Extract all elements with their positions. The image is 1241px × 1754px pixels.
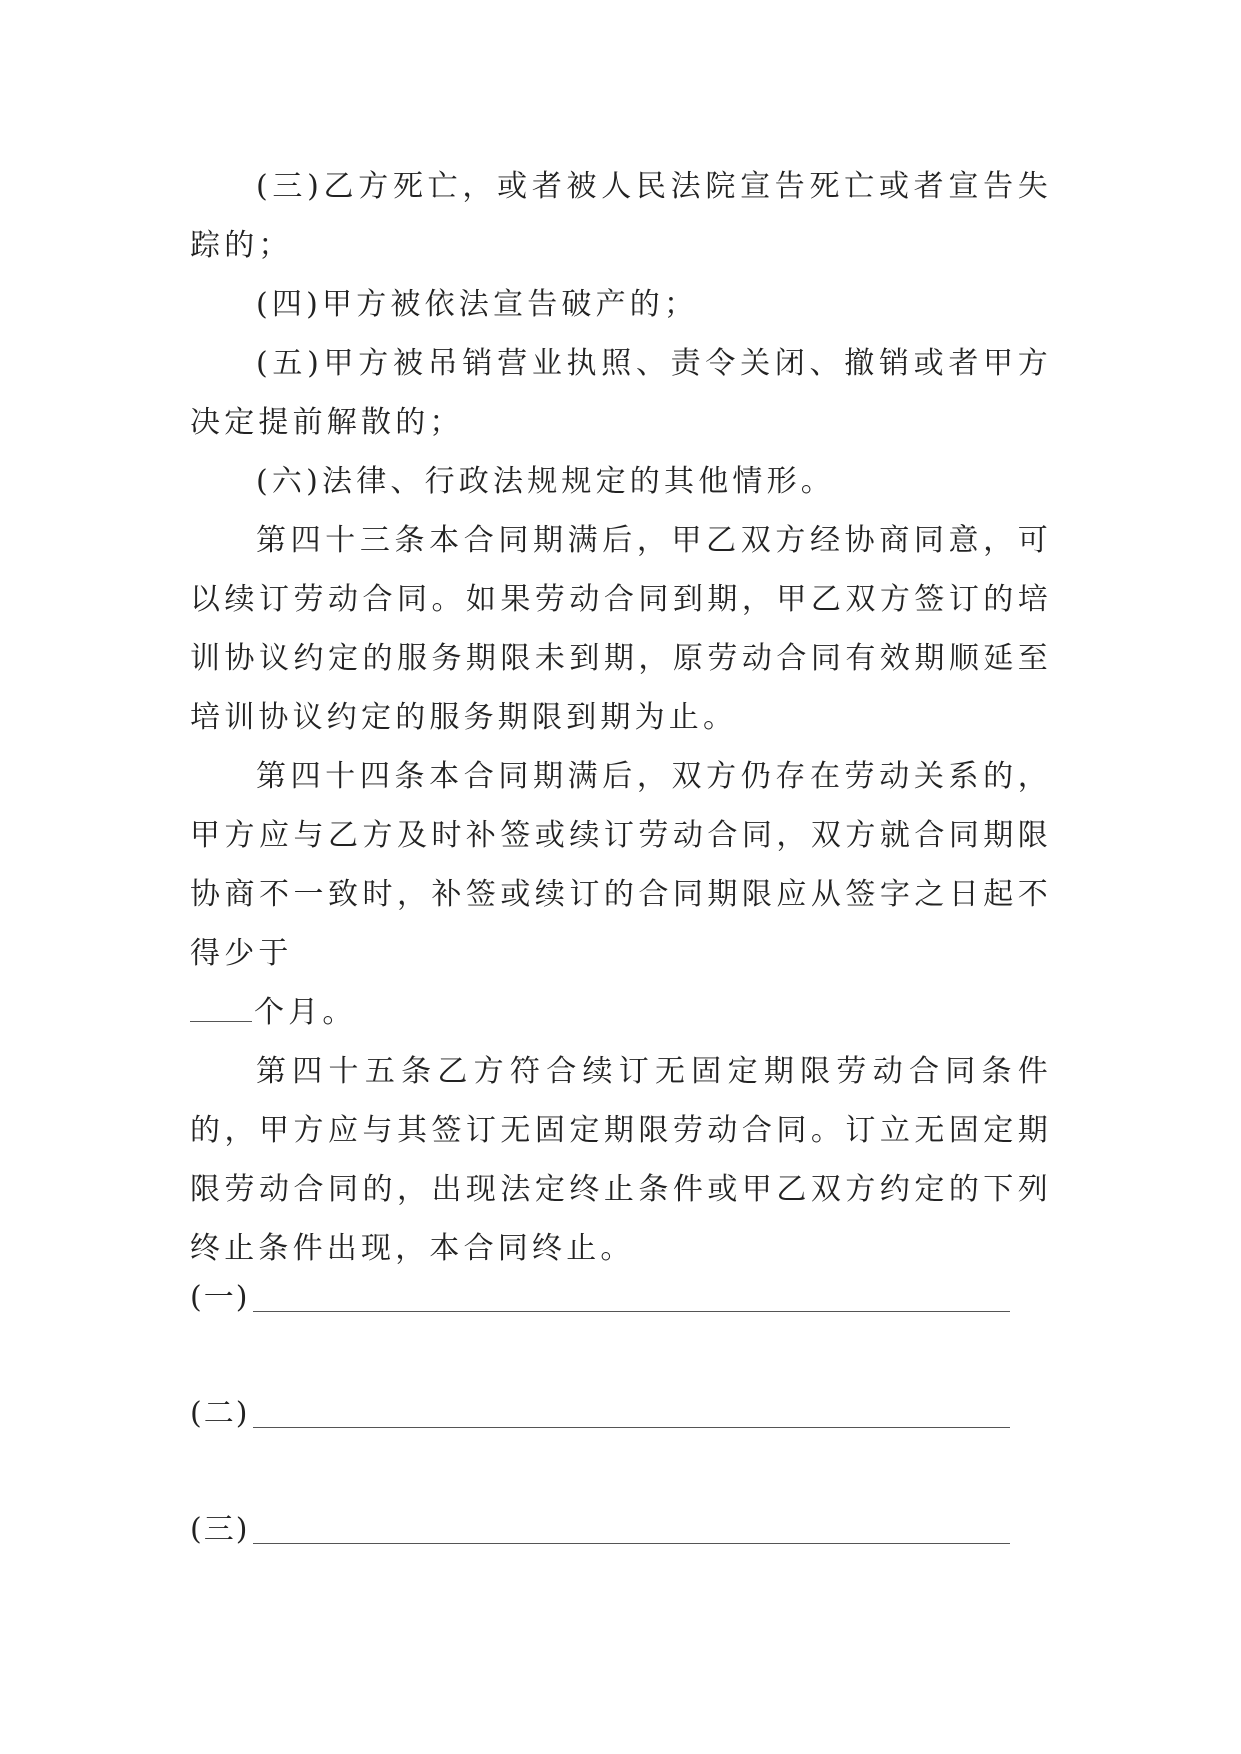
termination-condition-blank[interactable] bbox=[253, 1283, 1010, 1312]
termination-condition-label: (三) bbox=[190, 1512, 250, 1547]
article-45: 第四十五条乙方符合续订无固定期限劳动合同条件的，甲方应与其签订无固定期限劳动合同。订立无固定期限劳动合同的，出现法定终止条件或甲乙双方约定的下列终止条件出现，本合同终止。 bbox=[190, 1054, 1052, 1266]
article-44-text: 第四十四条本合同期满后，双方仍存在劳动关系的，甲方应与乙方及时补签或续订劳动合同，双方就合同期限协商不一致时，补签或续订的合同期限应从签字之日起不得少于 bbox=[190, 759, 1052, 971]
article-44 bbox=[190, 747, 1052, 1042]
article-43: 第四十三条本合同期满后，甲乙双方经协商同意，可以续订劳动合同。如果劳动合同到期，甲乙双方签订的培训协议约定的服务期限未到期，原劳动合同有效期顺延至培训协议约定的服务期限到期为止。 bbox=[190, 523, 1052, 735]
termination-condition-label: (一) bbox=[190, 1280, 250, 1315]
clause-4-bankruptcy: (四)甲方被依法宣告破产的； bbox=[256, 287, 699, 322]
termination-condition-blank[interactable] bbox=[253, 1399, 1010, 1428]
clause-3-death: (三)乙方死亡，或者被人民法院宣告死亡或者宣告失踪的； bbox=[190, 169, 1052, 263]
clause-5-license-revoked: (五)甲方被吊销营业执照、责令关闭、撤销或者甲方决定提前解散的； bbox=[190, 346, 1052, 440]
document-body bbox=[190, 157, 1052, 1278]
termination-condition-2 bbox=[190, 1394, 1010, 1434]
article-44-tail: 个月。 bbox=[254, 995, 357, 1030]
termination-condition-blank[interactable] bbox=[253, 1515, 1010, 1544]
termination-condition-1 bbox=[190, 1278, 1010, 1318]
clause-6-other: (六)法律、行政法规规定的其他情形。 bbox=[256, 464, 836, 499]
termination-condition-label: (二) bbox=[190, 1396, 250, 1431]
termination-condition-3 bbox=[190, 1510, 1010, 1550]
months-blank-field[interactable] bbox=[190, 999, 252, 1022]
